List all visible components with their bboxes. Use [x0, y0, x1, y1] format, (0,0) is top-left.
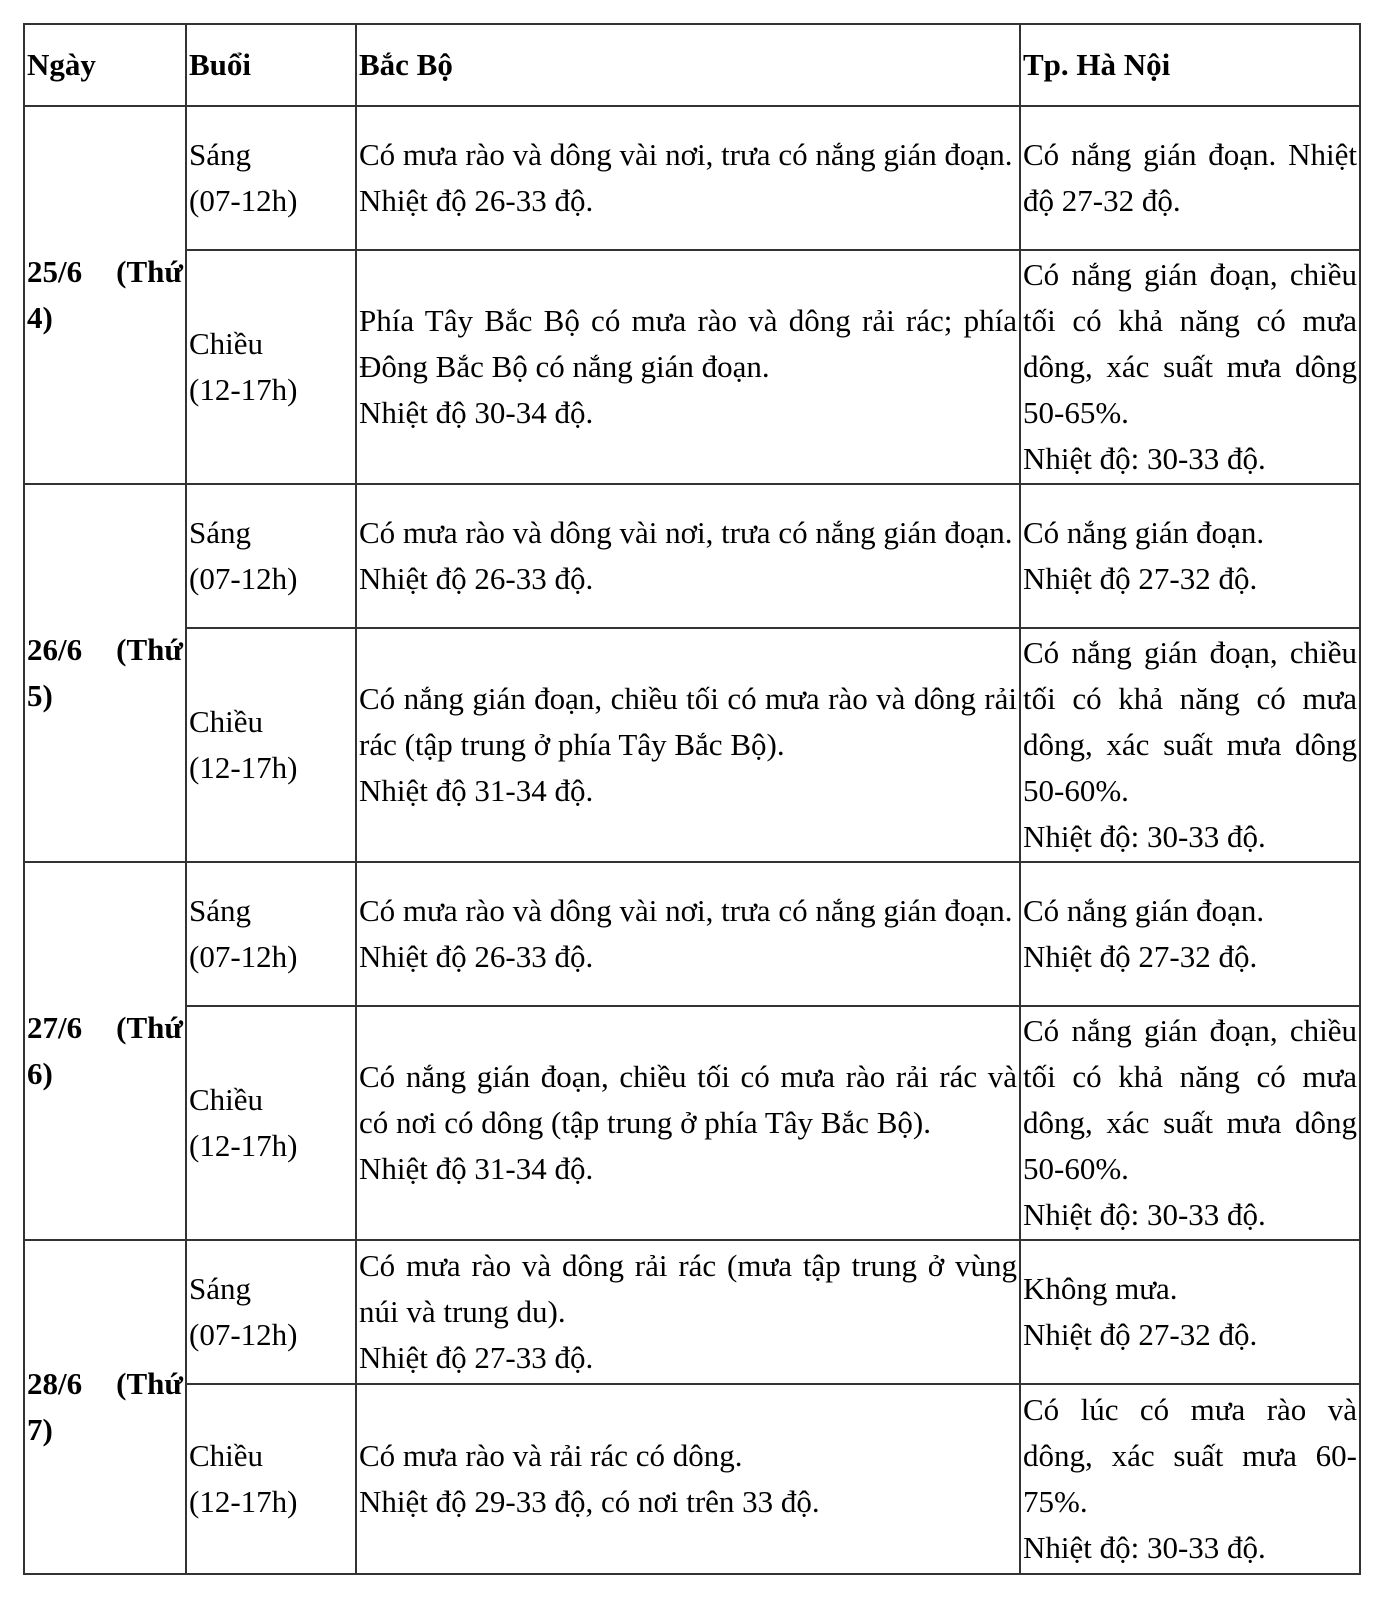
table-row	[24, 250, 1360, 484]
hanoi-forecast-cell: Có lúc có mưa rào và dông, xác suất mưa 60-75%. Nhiệt độ: 30-33 độ.	[1020, 1384, 1360, 1574]
table-row	[24, 484, 1360, 628]
header-session: Buổi	[186, 24, 356, 106]
north-forecast-cell: Có mưa rào và dông rải rác (mưa tập trung ở vùng núi và trung du). Nhiệt độ 27-33 độ.	[356, 1240, 1020, 1384]
north-forecast-cell: Có mưa rào và dông vài nơi, trưa có nắng gián đoạn. Nhiệt độ 26-33 độ.	[356, 484, 1020, 628]
table-row	[24, 1006, 1360, 1240]
hanoi-forecast-cell: Có nắng gián đoạn, chiều tối có khả năng có mưa dông, xác suất mưa dông 50-60%. Nhiệt độ: 30-33 độ.	[1020, 628, 1360, 862]
session-cell: Chiều (12-17h)	[186, 1384, 356, 1574]
table-row	[24, 1240, 1360, 1384]
session-cell: Chiều (12-17h)	[186, 628, 356, 862]
session-cell: Sáng (07-12h)	[186, 106, 356, 250]
day-cell: 28/6 (Thứ 7)	[24, 1240, 186, 1574]
header-row	[24, 24, 1360, 106]
north-forecast-cell: Có nắng gián đoạn, chiều tối có mưa rào rải rác và có nơi có dông (tập trung ở phía Tây Bắc Bộ). Nhiệt độ 31-34 độ.	[356, 1006, 1020, 1240]
north-forecast-cell: Có mưa rào và dông vài nơi, trưa có nắng gián đoạn. Nhiệt độ 26-33 độ.	[356, 106, 1020, 250]
hanoi-forecast-cell: Có nắng gián đoạn, chiều tối có khả năng có mưa dông, xác suất mưa dông 50-65%. Nhiệt độ: 30-33 độ.	[1020, 250, 1360, 484]
day-cell: 26/6 (Thứ 5)	[24, 484, 186, 862]
hanoi-forecast-cell: Không mưa. Nhiệt độ 27-32 độ.	[1020, 1240, 1360, 1384]
table-row	[24, 106, 1360, 250]
weather-forecast-table	[23, 23, 1361, 1575]
day-cell: 27/6 (Thứ 6)	[24, 862, 186, 1240]
hanoi-forecast-cell: Có nắng gián đoạn. Nhiệt độ 27-32 độ.	[1020, 862, 1360, 1006]
session-cell: Chiều (12-17h)	[186, 1006, 356, 1240]
session-cell: Chiều (12-17h)	[186, 250, 356, 484]
hanoi-forecast-cell: Có nắng gián đoạn, chiều tối có khả năng có mưa dông, xác suất mưa dông 50-60%. Nhiệt độ: 30-33 độ.	[1020, 1006, 1360, 1240]
north-forecast-cell: Có mưa rào và rải rác có dông. Nhiệt độ 29-33 độ, có nơi trên 33 độ.	[356, 1384, 1020, 1574]
table-row	[24, 862, 1360, 1006]
session-cell: Sáng (07-12h)	[186, 862, 356, 1006]
north-forecast-cell: Có nắng gián đoạn, chiều tối có mưa rào và dông rải rác (tập trung ở phía Tây Bắc Bộ). Nhiệt độ 31-34 độ.	[356, 628, 1020, 862]
session-cell: Sáng (07-12h)	[186, 484, 356, 628]
header-north: Bắc Bộ	[356, 24, 1020, 106]
session-cell: Sáng (07-12h)	[186, 1240, 356, 1384]
table-row	[24, 628, 1360, 862]
north-forecast-cell: Phía Tây Bắc Bộ có mưa rào và dông rải rác; phía Đông Bắc Bộ có nắng gián đoạn. Nhiệt độ 30-34 độ.	[356, 250, 1020, 484]
header-hanoi: Tp. Hà Nội	[1020, 24, 1360, 106]
table-row	[24, 1384, 1360, 1574]
hanoi-forecast-cell: Có nắng gián đoạn. Nhiệt độ 27-32 độ.	[1020, 106, 1360, 250]
day-cell: 25/6 (Thứ 4)	[24, 106, 186, 484]
header-day: Ngày	[24, 24, 186, 106]
hanoi-forecast-cell: Có nắng gián đoạn. Nhiệt độ 27-32 độ.	[1020, 484, 1360, 628]
north-forecast-cell: Có mưa rào và dông vài nơi, trưa có nắng gián đoạn. Nhiệt độ 26-33 độ.	[356, 862, 1020, 1006]
